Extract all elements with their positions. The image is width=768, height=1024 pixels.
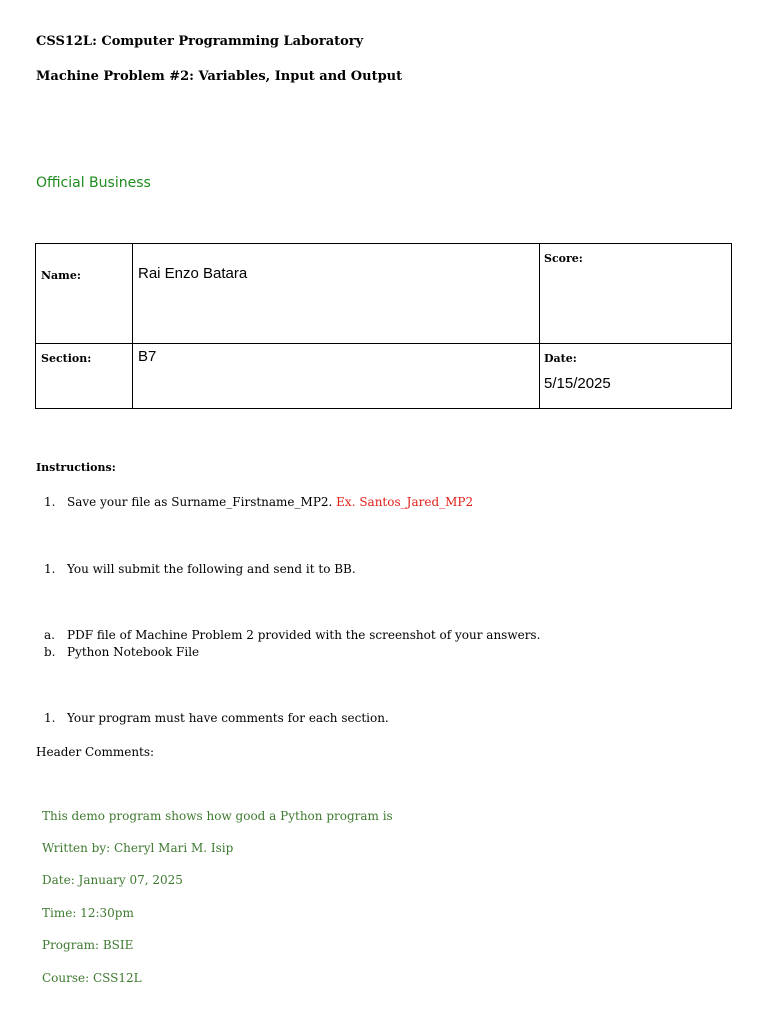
- sub-item-b: [36, 645, 199, 659]
- list-marker: 1.: [44, 495, 56, 509]
- list-marker: 1.: [44, 711, 56, 725]
- comment-line: Written by: Cheryl Mari M. Isip: [42, 841, 234, 855]
- instructions-heading: Instructions:: [36, 461, 116, 474]
- comment-line: Program: BSIE: [42, 938, 134, 952]
- student-info-table: [35, 243, 732, 409]
- section-value: B7: [138, 348, 157, 365]
- name-label: Name:: [41, 269, 81, 282]
- header-comments-heading: Header Comments:: [36, 745, 155, 759]
- instruction-item-3: [36, 711, 389, 725]
- sub-item-text: Python Notebook File: [67, 645, 200, 659]
- comment-line: Course: CSS12L: [42, 971, 142, 985]
- machine-problem-title: Machine Problem #2: Variables, Input and Output: [36, 69, 403, 84]
- comment-line: This demo program shows how good a Python program is: [42, 809, 393, 823]
- comment-line: Date: January 07, 2025: [42, 873, 183, 887]
- sub-item-a: [36, 628, 540, 642]
- section-value-cell: [133, 344, 540, 409]
- name-value-cell: [133, 244, 540, 344]
- instruction-item-2: [36, 562, 356, 576]
- sub-item-text: PDF file of Machine Problem 2 provided with the screenshot of your answers.: [67, 628, 541, 642]
- instruction-item-1: [36, 495, 473, 509]
- list-marker: b.: [44, 645, 56, 659]
- score-cell: [540, 244, 732, 344]
- course-title: CSS12L: Computer Programming Laboratory: [36, 34, 364, 49]
- official-business-label: Official Business: [36, 175, 151, 191]
- list-marker: 1.: [44, 562, 56, 576]
- instruction-text: Your program must have comments for each section.: [67, 711, 389, 725]
- name-value: Rai Enzo Batara: [138, 265, 248, 282]
- name-label-cell: [36, 244, 133, 344]
- score-label: Score:: [544, 252, 583, 265]
- date-label: Date:: [544, 352, 577, 365]
- list-marker: a.: [44, 628, 55, 642]
- date-cell: [540, 344, 732, 409]
- instruction-text: You will submit the following and send it to BB.: [67, 562, 356, 576]
- instruction-text: Save your file as Surname_Firstname_MP2.: [67, 495, 333, 509]
- section-label: Section:: [41, 352, 92, 365]
- filename-example: Ex. Santos_Jared_MP2: [336, 495, 474, 509]
- date-value: 5/15/2025: [544, 375, 611, 392]
- comment-line: Time: 12:30pm: [42, 906, 134, 920]
- section-label-cell: [36, 344, 133, 409]
